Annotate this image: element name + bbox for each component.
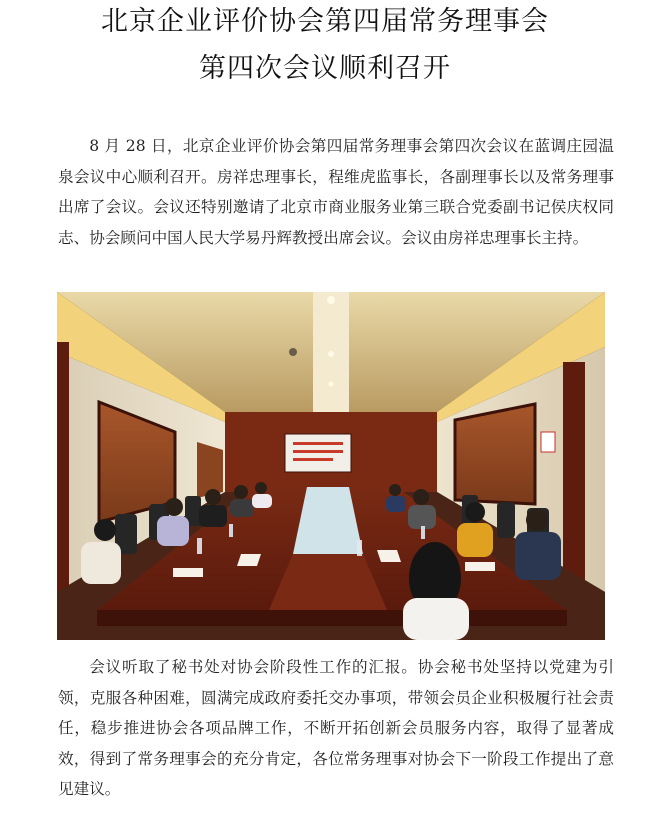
article-paragraph-1: 8 月 28 日，北京企业评价协会第四届常务理事会第四次会议在蓝调庄园温泉会议中心顺利召开。房祥忠理事长，程维虎监事长，各副理事长以及常务理事出席了会议。会议还特别邀请了北京市商业服务业第三联合党委副书记侯庆权同志、协会顾问中国人民大学易丹辉教授出席会议。会议由房祥忠理事长主持。 <box>58 137 614 247</box>
meeting-photo-illustration <box>57 292 605 640</box>
meeting-photo <box>57 292 605 640</box>
article-title-line-2: 第四次会议顺利召开 <box>199 53 451 84</box>
article-title-line-1: 北京企业评价协会第四届常务理事会 <box>101 6 549 37</box>
article-paragraph-2: 会议听取了秘书处对协会阶段性工作的汇报。协会秘书处坚持以党建为引领，克服各种困难，圆满完成政府委托交办事项，带领会员企业积极履行社会责任，稳步推进协会各项品牌工作，不断开拓创新会员服务内容，取得了显著成效，得到了常务理事会的充分肯定，各位常务理事对协会下一阶段工作提出了意见建议。 <box>58 658 614 798</box>
